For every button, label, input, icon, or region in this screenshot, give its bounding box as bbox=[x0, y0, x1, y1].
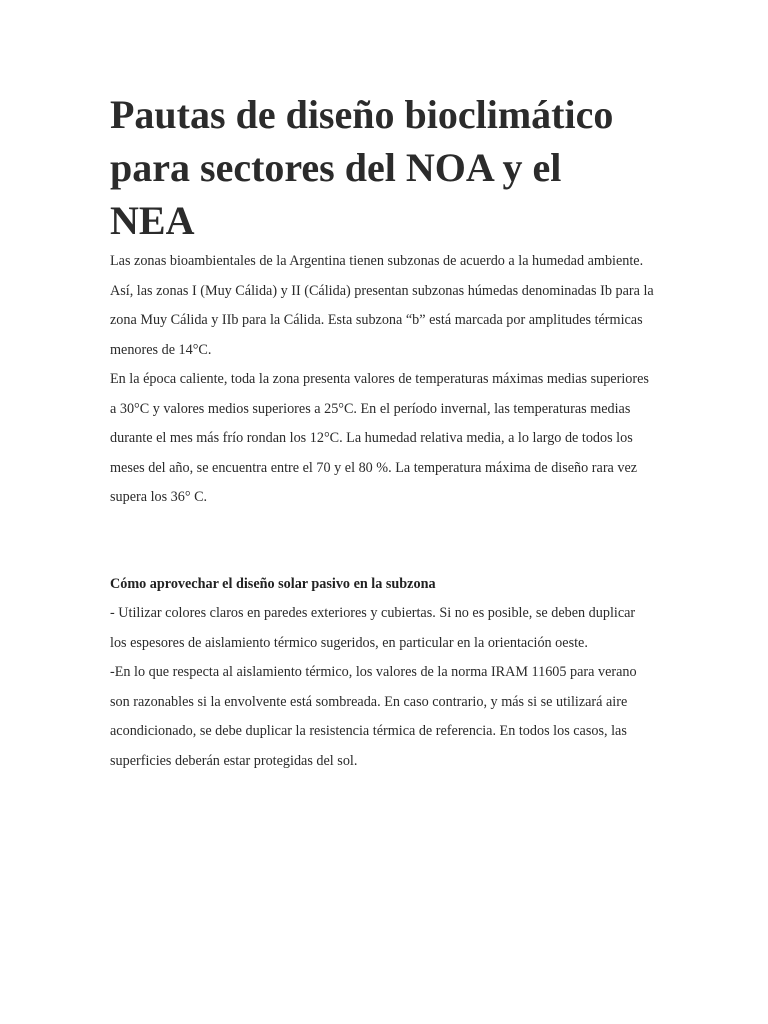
bullet-thermal-insulation: -En lo que respecta al aislamiento térmico, los valores de la norma IRAM 11605 para verano son razonables si la envolvente está sombreada. En caso contrario, y más si se utilizará aire acondicionado, se debe duplicar la resistencia térmica de referencia. En todos los casos, las superficies deberán estar protegidas del sol. bbox=[110, 664, 637, 769]
paragraph-temperatures: En la época caliente, toda la zona presenta valores de temperaturas máximas medias superiores a 30°C y valores medios superiores a 25°C. En el período invernal, las temperaturas medias durante el mes más frío rondan los 12°C. La humedad relativa media, a lo largo de todos los meses del año, se encuentra entre el 70 y el 80 %. La temperatura máxima de diseño rara vez supera los 36° C. bbox=[110, 371, 649, 505]
paragraph-bioambiental-zones: Las zonas bioambientales de la Argentina tienen subzonas de acuerdo a la humedad ambiente. Así, las zonas I (Muy Cálida) y II (Cálida) presentan subzonas húmedas denominadas Ib para la zona Muy Cálida y IIb para la Cálida. Esta subzona “b” está marcada por amplitudes térmicas menores de 14°C. bbox=[110, 253, 654, 358]
bullet-light-colors: - Utilizar colores claros en paredes exteriores y cubiertas. Si no es posible, se deben duplicar los espesores de aislamiento térmico sugeridos, en particular en la orientación oeste. bbox=[110, 605, 636, 651]
article-title: Pautas de diseño bioclimático para sectores del NOA y el NEA bbox=[110, 92, 614, 243]
section-heading: Cómo aprovechar el diseño solar pasivo en la subzona bbox=[110, 575, 436, 592]
article bbox=[110, 88, 655, 776]
